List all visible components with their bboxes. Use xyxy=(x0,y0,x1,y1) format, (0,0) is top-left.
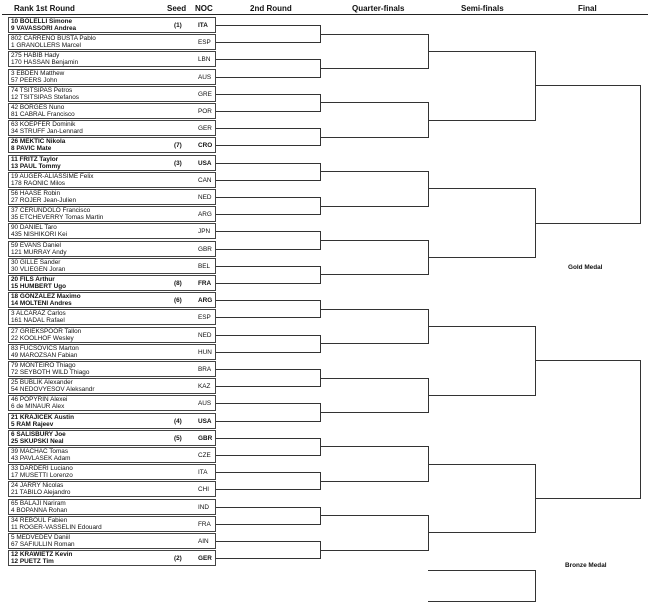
player-two: 81 CABRAL Francisco xyxy=(11,111,75,118)
first-round-entry xyxy=(8,103,216,119)
noc-code: ITA xyxy=(198,469,208,477)
first-round-entry xyxy=(8,155,216,171)
player-two: 5 RAM Rajeev xyxy=(11,420,54,428)
player-two: 15 HUMBERT Ugo xyxy=(11,283,67,290)
player-one: 802 CARRENO BUSTA Pablo xyxy=(11,35,96,43)
noc-code: GBR xyxy=(198,245,212,253)
noc-code: LBN xyxy=(198,56,211,64)
player-one: 27 GRIEKSPOOR Tallon xyxy=(11,327,82,335)
player-one: 39 MACHAC Tomas xyxy=(11,448,69,455)
bracket-line xyxy=(216,214,320,215)
noc-code: GER xyxy=(198,555,212,563)
bracket-line xyxy=(216,421,320,422)
player-one: 20 FILS Arthur xyxy=(11,276,55,283)
bracket-line xyxy=(216,145,320,146)
header-seed: Seed xyxy=(167,4,187,13)
bracket-line xyxy=(320,481,428,482)
noc-code: BRA xyxy=(198,366,212,373)
header-second-round: 2nd Round xyxy=(250,4,292,13)
first-round-entry xyxy=(8,516,216,532)
first-round-entry xyxy=(8,533,216,549)
player-one: 33 DARDERI Luciano xyxy=(11,465,73,473)
player-two: 4 BOPANNA Rohan xyxy=(11,506,68,514)
first-round-entry xyxy=(8,223,216,239)
player-two: 1 GRANOLLERS Marcel xyxy=(11,42,81,50)
player-two: 57 PEERS John xyxy=(11,76,58,84)
noc-code: GBR xyxy=(198,434,213,442)
player-one: 46 POPYRIN Alexei xyxy=(11,396,68,404)
first-round-entry xyxy=(8,481,216,497)
bracket-line xyxy=(428,120,535,121)
first-round-entry xyxy=(8,292,216,308)
player-two: 34 STRUFF Jan-Lennard xyxy=(11,128,83,136)
bracket-line xyxy=(320,343,428,344)
bracket-line xyxy=(216,403,320,404)
player-two: 25 SKUPSKI Neal xyxy=(11,437,64,445)
bracket-line xyxy=(216,163,320,164)
player-two: 72 SEYBOTH WILD Thiago xyxy=(11,369,90,376)
player-one: 25 BUBLIK Alexander xyxy=(11,379,73,387)
bracket-line xyxy=(216,283,320,284)
bracket-line xyxy=(320,309,428,310)
noc-code: POR xyxy=(198,108,212,115)
player-two: 11 ROGER-VASSELIN Edouard xyxy=(11,523,102,531)
player-two: 43 PAVLASEK Adam xyxy=(11,455,71,462)
first-round-entry xyxy=(8,344,216,360)
player-two: 178 RAONIC Milos xyxy=(11,179,65,187)
noc-code: USA xyxy=(198,159,212,167)
bracket-line xyxy=(216,42,320,43)
first-round-entry xyxy=(8,69,216,85)
player-two: 22 KOOLHOF Wesley xyxy=(11,334,74,342)
player-one: 90 DANIEL Taro xyxy=(11,224,57,232)
player-one: 56 HAASE Robin xyxy=(11,190,61,197)
noc-code: ITA xyxy=(198,22,208,29)
bracket-line xyxy=(216,180,320,181)
first-round-entry xyxy=(8,361,216,377)
noc-code: CZE xyxy=(198,452,211,459)
noc-code: CHI xyxy=(198,486,210,494)
bronze-medal-label: Bronze Medal xyxy=(565,562,607,569)
bronze-line xyxy=(428,570,535,571)
bracket-line xyxy=(320,274,428,275)
bracket-line xyxy=(428,464,535,465)
gold-medal-label: Gold Medal xyxy=(568,264,603,271)
bracket-line xyxy=(640,85,641,224)
noc-code: FRA xyxy=(198,520,211,528)
player-two: 12 PUETZ Tim xyxy=(11,558,54,566)
first-round-entry xyxy=(8,206,216,222)
player-two: 6 de MINAUR Alex xyxy=(11,403,65,411)
player-two: 13 PAUL Tommy xyxy=(11,162,61,170)
first-round-entry xyxy=(8,258,216,274)
bracket-line xyxy=(535,223,640,224)
first-round-entry xyxy=(8,137,216,153)
noc-code: NED xyxy=(198,331,212,339)
bracket-line xyxy=(216,524,320,525)
bronze-line xyxy=(428,601,535,602)
player-one: 30 GILLE Sander xyxy=(11,258,61,266)
bracket-line xyxy=(216,111,320,112)
player-one: 275 HABIB Hady xyxy=(11,52,60,60)
player-two: 30 VLIEGEN Joran xyxy=(11,265,66,273)
noc-code: BEL xyxy=(198,262,211,270)
bracket-line xyxy=(320,137,428,138)
seed-number: (4) xyxy=(174,417,182,425)
bracket-line xyxy=(216,455,320,456)
player-two: 21 TABILO Alejandro xyxy=(11,489,71,497)
player-one: 12 KRAWIETZ Kevin xyxy=(11,551,73,559)
first-round-entry xyxy=(8,447,216,463)
bracket-line xyxy=(320,240,428,241)
noc-code: HUN xyxy=(198,348,212,356)
first-round-entry xyxy=(8,327,216,343)
first-round-entry xyxy=(8,241,216,257)
first-round-entry xyxy=(8,189,216,205)
bracket-line xyxy=(216,335,320,336)
player-one: 59 EVANS Daniel xyxy=(11,241,61,249)
player-one: 74 TSITSIPAS Petros xyxy=(11,86,73,94)
player-two: 170 HASSAN Benjamin xyxy=(11,59,79,67)
first-round-entry xyxy=(8,172,216,188)
player-two: 14 MOLTENI Andres xyxy=(11,300,72,308)
bracket-line xyxy=(216,25,320,26)
first-round-entry xyxy=(8,309,216,325)
bracket-line xyxy=(535,85,640,86)
player-one: 10 BOLELLI Simone xyxy=(11,18,73,25)
noc-code: IND xyxy=(198,503,210,511)
player-one: 3 ALCARAZ Carlos xyxy=(11,310,66,318)
header-rank-first-round: Rank 1st Round xyxy=(14,4,75,13)
first-round-entry xyxy=(8,430,216,446)
header-final: Final xyxy=(578,4,597,13)
player-one: 79 MONTEIRO Thiago xyxy=(11,362,76,369)
seed-number: (3) xyxy=(174,159,182,167)
bracket-line xyxy=(320,206,428,207)
seed-number: (8) xyxy=(174,280,182,287)
player-two: 12 TSITSIPAS Stefanos xyxy=(11,93,79,101)
bracket-line xyxy=(216,317,320,318)
noc-code: CAN xyxy=(198,176,212,184)
noc-code: AUS xyxy=(198,400,212,408)
bracket-line xyxy=(216,352,320,353)
bracket-line xyxy=(535,498,640,499)
player-two: 49 MAROZSAN Fabian xyxy=(11,351,78,359)
bracket-line xyxy=(320,550,428,551)
player-one: 6 SALISBURY Joe xyxy=(11,430,66,438)
player-one: 65 BALAJI Nariram xyxy=(11,499,66,507)
player-two: 17 MUSETTI Lorenzo xyxy=(11,472,73,480)
noc-code: ESP xyxy=(198,39,211,47)
first-round-entry xyxy=(8,413,216,429)
bracket-line xyxy=(320,378,428,379)
first-round-entry xyxy=(8,395,216,411)
first-round-entry xyxy=(8,120,216,136)
noc-code: GER xyxy=(198,125,212,133)
bracket-line xyxy=(428,51,535,52)
bronze-line xyxy=(535,570,536,602)
noc-code: JPN xyxy=(198,228,211,236)
bracket-line xyxy=(320,34,428,35)
player-one: 83 FUCSOVICS Marton xyxy=(11,344,79,352)
bracket-line xyxy=(216,472,320,473)
first-round-entry xyxy=(8,378,216,394)
player-one: 24 JARRY Nicolas xyxy=(11,482,64,490)
seed-number: (7) xyxy=(174,142,182,150)
bracket-line xyxy=(428,257,535,258)
first-round-entry xyxy=(8,464,216,480)
noc-code: FRA xyxy=(198,280,212,287)
bracket-line xyxy=(216,438,320,439)
first-round-entry xyxy=(8,550,216,566)
bracket-line xyxy=(320,171,428,172)
noc-code: KAZ xyxy=(198,383,211,391)
bracket-line xyxy=(216,59,320,60)
player-two: 35 ETCHEVERRY Tomas Martin xyxy=(11,214,104,222)
bracket-line xyxy=(216,489,320,490)
bracket-line xyxy=(320,446,428,447)
noc-code: ESP xyxy=(198,314,211,322)
first-round-entry xyxy=(8,275,216,291)
header-quarter-finals: Quarter-finals xyxy=(352,4,405,13)
noc-code: AIN xyxy=(198,538,209,545)
player-one: 26 MEKTIC Nikola xyxy=(11,138,66,146)
first-round-entry xyxy=(8,499,216,515)
player-one: 37 CERUNDOLO Francisco xyxy=(11,207,91,215)
bracket-line xyxy=(535,360,640,361)
bracket-line xyxy=(216,558,320,559)
bracket-line xyxy=(216,197,320,198)
seed-number: (6) xyxy=(174,297,182,305)
bracket-line xyxy=(216,541,320,542)
noc-code: NED xyxy=(198,194,212,201)
bracket-line xyxy=(216,128,320,129)
player-one: 19 AUGER-ALIASSIME Felix xyxy=(11,172,94,180)
player-one: 21 KRAJICEK Austin xyxy=(11,413,74,421)
first-round-entry xyxy=(8,34,216,50)
player-one: 34 REBOUL Fabien xyxy=(11,516,68,524)
noc-code: CRO xyxy=(198,142,213,150)
bracket-line xyxy=(216,231,320,232)
player-one: 5 MEDVEDEV Daniil xyxy=(11,534,70,541)
bracket-line xyxy=(216,94,320,95)
bracket-line xyxy=(320,102,428,103)
first-round-entry xyxy=(8,51,216,67)
player-two: 67 SAFIULLIN Roman xyxy=(11,541,75,548)
seed-number: (1) xyxy=(174,22,182,29)
player-two: 8 PAVIC Mate xyxy=(11,145,52,153)
noc-code: GRE xyxy=(198,90,212,98)
bracket-line xyxy=(428,395,535,396)
noc-code: ARG xyxy=(198,211,212,219)
player-two: 27 ROJER Jean-Julien xyxy=(11,197,77,204)
bracket-line xyxy=(216,249,320,250)
bracket-line xyxy=(320,68,428,69)
player-one: 3 EBDEN Matthew xyxy=(11,69,65,77)
noc-code: AUS xyxy=(198,73,212,81)
seed-number: (5) xyxy=(174,434,182,442)
player-one: 42 BORGES Nuno xyxy=(11,104,65,111)
bracket-line xyxy=(216,369,320,370)
bracket-line xyxy=(216,386,320,387)
player-two: 121 MURRAY Andy xyxy=(11,248,67,256)
player-two: 435 NISHIKORI Kei xyxy=(11,231,68,239)
bracket-line xyxy=(428,188,535,189)
header-semi-finals: Semi-finals xyxy=(461,4,504,13)
bracket-line xyxy=(428,326,535,327)
header-divider xyxy=(2,14,648,15)
player-two: 161 NADAL Rafael xyxy=(11,317,65,325)
seed-number: (2) xyxy=(174,555,182,563)
bracket-line xyxy=(216,507,320,508)
header-noc: NOC xyxy=(195,4,213,13)
noc-code: ARG xyxy=(198,297,213,305)
first-round-entry xyxy=(8,17,216,33)
bracket-line xyxy=(320,515,428,516)
bracket-line xyxy=(216,266,320,267)
bracket-line xyxy=(428,532,535,533)
player-one: 18 GONZALEZ Maximo xyxy=(11,293,81,301)
first-round-entry xyxy=(8,86,216,102)
player-two: 9 VAVASSORI Andrea xyxy=(11,25,77,32)
bracket-line xyxy=(640,360,641,499)
player-one: 63 KOEPFER Dominik xyxy=(11,121,76,129)
bracket-line xyxy=(216,300,320,301)
player-two: 54 NEDOVYESOV Aleksandr xyxy=(11,386,95,394)
bracket-line xyxy=(320,412,428,413)
player-one: 11 FRITZ Taylor xyxy=(11,155,59,163)
bracket-line xyxy=(216,77,320,78)
noc-code: USA xyxy=(198,417,212,425)
